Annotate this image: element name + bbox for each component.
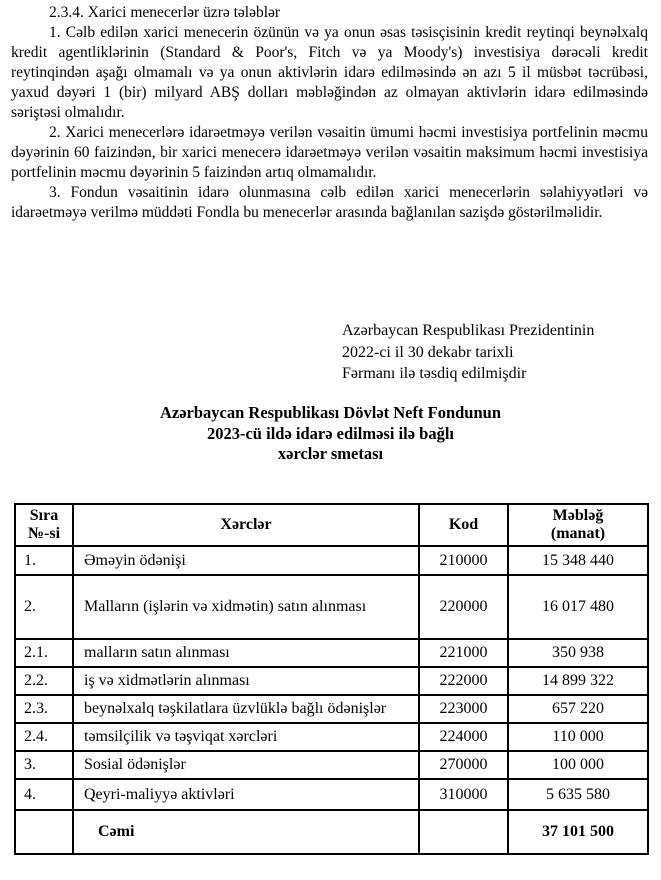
expense-name-cell: Malların (işlərin və xidmətin) satın alınması — [73, 575, 419, 639]
row-number-cell: 2.3. — [15, 695, 73, 723]
expense-code-cell: 221000 — [419, 639, 508, 667]
title-line-2: 2023-cü ildə idarə edilməsi ilə bağlı — [206, 423, 455, 443]
total-amount-cell: 37 101 500 — [508, 810, 648, 854]
header-code: Kod — [419, 504, 508, 546]
table-row — [15, 779, 648, 810]
title-line-3: xərclər smetası — [277, 444, 384, 463]
header-no-line2: №-si — [27, 525, 61, 542]
table-row — [15, 695, 648, 723]
document-title — [0, 403, 661, 465]
table-row — [15, 751, 648, 779]
expense-name-cell: iş və xidmətlərin alınması — [73, 667, 419, 695]
header-amount-line1: Məbləğ — [552, 507, 604, 524]
expense-code-cell: 270000 — [419, 751, 508, 779]
row-number-cell: 1. — [15, 546, 73, 575]
section-requirements-text — [11, 3, 648, 223]
expense-name-cell: Qeyri-maliyyə aktivləri — [73, 779, 419, 810]
header-row-number — [15, 504, 73, 546]
expense-code-cell: 210000 — [419, 546, 508, 575]
table-row — [15, 575, 648, 639]
header-amount — [508, 504, 648, 546]
header-expenses: Xərclər — [73, 504, 419, 546]
approval-line-3: Fərmanı ilə təsdiq edilmişdir — [342, 365, 527, 382]
expense-amount-cell: 16 017 480 — [508, 575, 648, 639]
table-row — [15, 639, 648, 667]
expense-amount-cell: 15 348 440 — [508, 546, 648, 575]
expense-name-cell: Sosial ödənişlər — [73, 751, 419, 779]
table-row — [15, 667, 648, 695]
table-row — [15, 546, 648, 575]
table-total-row — [15, 810, 648, 854]
row-number-cell: 2.4. — [15, 723, 73, 751]
expense-amount-cell: 100 000 — [508, 751, 648, 779]
header-amount-line2: (manat) — [550, 525, 606, 542]
expense-code-cell: 224000 — [419, 723, 508, 751]
expense-amount-cell: 5 635 580 — [508, 779, 648, 810]
row-number-cell: 2.2. — [15, 667, 73, 695]
expense-amount-cell: 657 220 — [508, 695, 648, 723]
expense-code-cell: 222000 — [419, 667, 508, 695]
title-line-1: Azərbaycan Respublikası Dövlət Neft Fondunun — [159, 403, 502, 422]
expense-code-cell: 220000 — [419, 575, 508, 639]
expense-amount-cell: 14 899 322 — [508, 667, 648, 695]
total-number-cell — [15, 810, 73, 854]
row-number-cell: 2.1. — [15, 639, 73, 667]
approval-line-2: 2022-ci il 30 dekabr tarixli — [342, 343, 514, 361]
section-heading: 2.3.4. Xarici menecerlər üzrə tələblər — [49, 4, 281, 21]
expense-name-cell: Əməyin ödənişi — [73, 546, 419, 575]
expense-code-cell: 310000 — [419, 779, 508, 810]
total-code-cell — [419, 810, 508, 854]
row-number-cell: 4. — [15, 779, 73, 810]
approval-block — [342, 320, 594, 385]
expense-amount-cell: 350 938 — [508, 639, 648, 667]
total-label-cell: Cəmi — [73, 810, 419, 854]
paragraph-1: 1. Cəlb edilən xarici menecerin özünün və ya onun əsas təsisçisinin kredit reytinqi beynəlxalq kredit agentliklərinin (Standard & Poor's, Fitch və ya Moody's) investisiya dərəcəli kredit reytinqindən aşağı olmamalı və ya onun aktivlərin idarə edilməsində ən azı 5 il müsbət təcrübəsi, yaxud dəyəri 1 (bir) milyard ABŞ dolları məbləğindən az olmayan aktivlərin idarə edilməsində səriştəsi olmalıdır. — [11, 24, 648, 121]
row-number-cell: 3. — [15, 751, 73, 779]
expense-name-cell: təmsilçilik və təşviqat xərcləri — [73, 723, 419, 751]
row-number-cell: 2. — [15, 575, 73, 639]
expense-code-cell: 223000 — [419, 695, 508, 723]
expenses-table — [14, 503, 649, 855]
expense-amount-cell: 110 000 — [508, 723, 648, 751]
expense-name-cell: malların satın alınması — [73, 639, 419, 667]
paragraph-3: 3. Fondun vəsaitinin idarə olunmasına cəlb edilən xarici menecerlərin səlahiyyətləri və idarəetməyə verilmə müddəti Fondla bu menecerlər arasında bağlanılan sazişdə göstərilməlidir. — [11, 184, 648, 221]
paragraph-2: 2. Xarici menecerlərə idarəetməyə verilən vəsaitin ümumi həcmi investisiya portfelinin məcmu dəyərinin 60 faizindən, bir xarici menecerə idarəetməyə verilən vəsaitin maksimum həcmi investisiya portfelinin məcmu dəyərinin 5 faizindən artıq olmamalıdır. — [11, 124, 648, 181]
table-header-row — [15, 504, 648, 546]
table-row — [15, 723, 648, 751]
header-no-line1: Sıra — [29, 507, 59, 524]
approval-line-1: Azərbaycan Respublikası Prezidentinin — [342, 322, 595, 339]
expense-name-cell: beynəlxalq təşkilatlara üzvlüklə bağlı ödənişlər — [73, 695, 419, 723]
